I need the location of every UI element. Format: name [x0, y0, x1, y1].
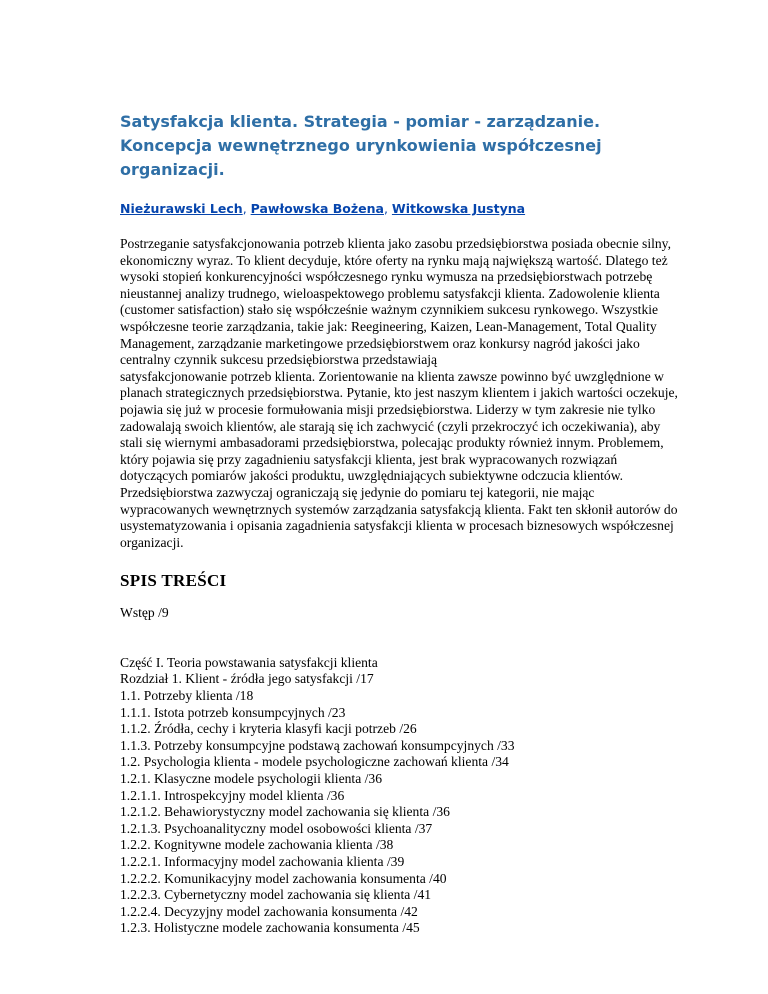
toc-line: 1.2.1.1. Introspekcyjny model klienta /36	[120, 787, 345, 803]
toc-line: 1.2.2. Kognitywne modele zachowania klienta /38	[120, 837, 394, 853]
toc-line: 1.1.1. Istota potrzeb konsumpcyjnych /23	[120, 704, 346, 720]
author-separator: ,	[383, 201, 392, 216]
toc-line: 1.2.1.3. Psychoanalityczny model osobowości klienta /37	[120, 820, 433, 836]
author-list	[120, 200, 680, 218]
toc-line: 1.2.1. Klasyczne modele psychologii klienta /36	[120, 771, 382, 787]
toc-line: 1.2.2.3. Cybernetyczny model zachowania się klienta /41	[120, 887, 432, 903]
author-link[interactable]: Nieżurawski Lech	[120, 201, 243, 216]
abstract-text: Postrzeganie satysfakcjonowania potrzeb klienta jako zasobu przedsiębiorstwa posiada obecnie silny, ekonomiczny wyraz. To klient decyduje, które oferty na rynku mają największą wartość. Dlatego też wysoki stopień konkurencyjności współczesnego rynku wymusza na przedsiębiorstwach potrzebę nieustannej analizy trudnego, wieloaspektowego problemu satysfakcji klienta. Zadowolenie klienta (customer satisfaction) stało się współcześnie ważnym czynnikiem sukcesu rynkowego. Wszystkie współczesne teorie zarządzania, takie jak: Reegineering, Kaizen, Lean-Management, Total Quality Management, zarządzanie marketingowe przedsiębiorstwem oraz konkursy nagród jakości jako centralny czynnik sukcesu przedsiębiorstwa przedstawiają satysfakcjonowanie potrzeb klienta. Zorientowanie na klienta zawsze powinno być uwzględnione w planach strategicznych przedsiębiorstwa. Pytanie, kto jest naszym klientem i jakich wartości oczekuje, pojawia się już w procesie formułowania misji przedsiębiorstwa. Liderzy w tym zakresie nie tylko zadowalają swoich klientów, ale starają się ich zachwycić (czyli przekroczyć ich oczekiwania), aby stali się wiernymi ambasadorami przedsiębiorstwa, polecając produkty również innym. Problemem, który pojawia się przy zagadnieniu satysfakcji klienta, jest brak wypracowanych rozwiązań dotyczących pomiarów jakości produktu, uwzględniających subiektywne odczucia klientów. Przedsiębiorstwa zazwyczaj ograniczają się jedynie do pomiaru tej kategorii, nie mając wypracowanych wewnętrznych systemów zarządzania satysfakcją klienta. Fakt ten skłonił autorów do usystematyzowania i opisania zagadnienia satysfakcji klienta w procesach biznesowych współczesnej organizacji.	[120, 236, 678, 550]
toc-line: 1.2.2.2. Komunikacyjny model zachowania konsumenta /40	[120, 870, 447, 886]
toc-line: 1.1. Potrzeby klienta /18	[120, 688, 254, 704]
toc-line: 1.1.2. Źródła, cechy i kryteria klasyfi kacji potrzeb /26	[120, 721, 417, 737]
toc-line: 1.2.2.1. Informacyjny model zachowania klienta /39	[120, 854, 405, 869]
toc-line: 1.2.1.2. Behawiorystyczny model zachowania się klienta /36	[120, 804, 450, 820]
author-separator: ,	[242, 201, 251, 216]
toc-line: 1.2. Psychologia klienta - modele psychologiczne zachowań klienta /34	[120, 754, 509, 770]
author-link[interactable]: Pawłowska Bożena	[250, 201, 384, 216]
document-title: Satysfakcja klienta. Strategia - pomiar - zarządzanie. Koncepcja wewnętrznego urynkowienia współczesnej organizacji.	[120, 112, 602, 179]
toc-line: 1.2.3. Holistyczne modele zachowania konsumenta /45	[120, 920, 420, 936]
table-of-contents	[120, 605, 680, 937]
toc-line: Rozdział 1. Klient - źródła jego satysfakcji /17	[120, 671, 374, 687]
toc-heading: SPIS TREŚCI	[120, 571, 227, 591]
author-link[interactable]: Witkowska Justyna	[391, 201, 526, 216]
toc-line: 1.2.2.4. Decyzyjny model zachowania konsumenta /42	[120, 903, 418, 919]
document-page	[120, 110, 680, 937]
toc-line: Część I. Teoria powstawania satysfakcji klienta	[120, 654, 378, 670]
toc-intro: Wstęp /9	[120, 605, 169, 621]
toc-line: 1.1.3. Potrzeby konsumpcyjne podstawą zachowań konsumpcyjnych /33	[120, 737, 515, 753]
